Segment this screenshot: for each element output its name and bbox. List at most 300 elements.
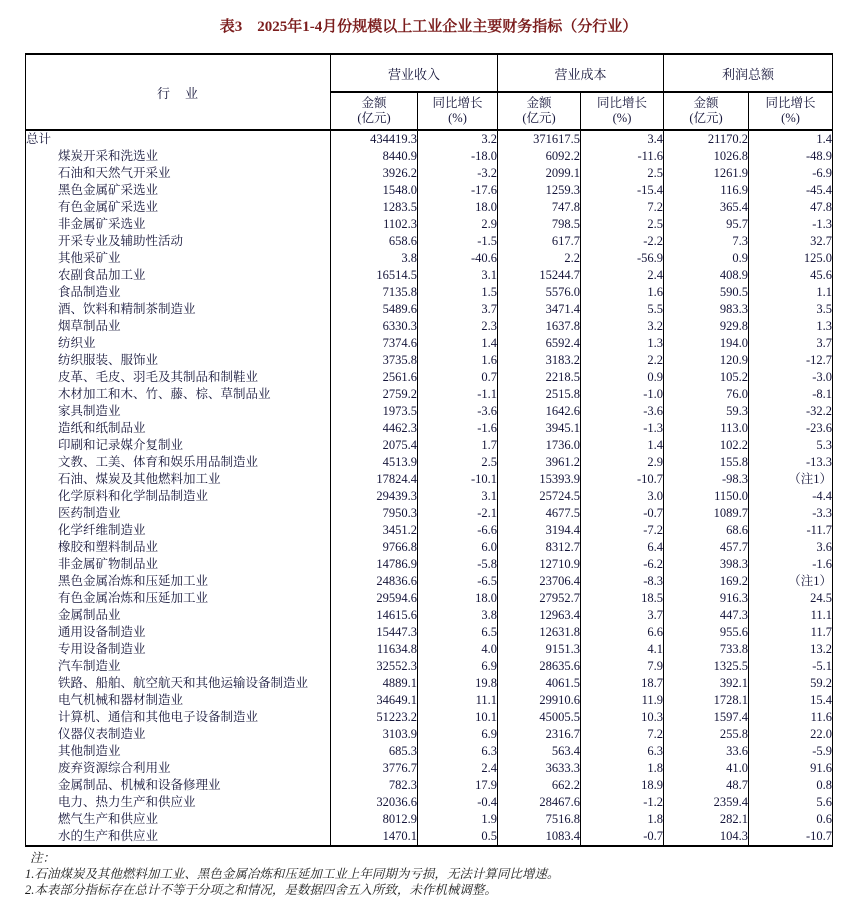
industry-name: 黑色金属矿采选业: [26, 182, 331, 199]
value-cell: 1.8: [581, 811, 664, 828]
value-cell: -1.3: [581, 420, 664, 437]
value-cell: 4889.1: [331, 675, 418, 692]
table-row: [26, 267, 833, 284]
value-cell: -6.9: [749, 165, 833, 182]
industry-name: 农副食品加工业: [26, 267, 331, 284]
value-cell: 2218.5: [498, 369, 581, 386]
value-cell: 125.0: [749, 250, 833, 267]
value-cell: 916.3: [664, 590, 749, 607]
table-row: [26, 692, 833, 709]
column-header-profit-growth: [749, 92, 833, 130]
industry-name: 总计: [26, 130, 331, 148]
value-cell: 1102.3: [331, 216, 418, 233]
value-cell: 0.8: [749, 777, 833, 794]
value-cell: 4.0: [418, 641, 498, 658]
value-cell: 1.7: [418, 437, 498, 454]
value-cell: 6592.4: [498, 335, 581, 352]
value-cell: 10.1: [418, 709, 498, 726]
value-cell: 17.9: [418, 777, 498, 794]
industry-name: 燃气生产和供应业: [26, 811, 331, 828]
value-cell: 4462.3: [331, 420, 418, 437]
value-cell: -45.4: [749, 182, 833, 199]
table-body: [26, 130, 833, 846]
value-cell: 6092.2: [498, 148, 581, 165]
value-cell: -6.6: [418, 522, 498, 539]
value-cell: 2359.4: [664, 794, 749, 811]
value-cell: -0.4: [418, 794, 498, 811]
value-cell: 3.7: [418, 301, 498, 318]
value-cell: 1026.8: [664, 148, 749, 165]
value-cell: -4.4: [749, 488, 833, 505]
value-cell: 2.5: [581, 165, 664, 182]
value-cell: 32552.3: [331, 658, 418, 675]
value-cell: 1.6: [581, 284, 664, 301]
value-cell: 2561.6: [331, 369, 418, 386]
value-cell: 15447.3: [331, 624, 418, 641]
subheader-line: (亿元): [357, 111, 391, 125]
value-cell: -3.0: [749, 369, 833, 386]
value-cell: -10.1: [418, 471, 498, 488]
value-cell: 2.4: [418, 760, 498, 777]
industry-name: 计算机、通信和其他电子设备制造业: [26, 709, 331, 726]
value-cell: -1.1: [418, 386, 498, 403]
value-cell: 1283.5: [331, 199, 418, 216]
value-cell: 11.1: [749, 607, 833, 624]
value-cell: 29594.6: [331, 590, 418, 607]
value-cell: 14615.6: [331, 607, 418, 624]
value-cell: 3735.8: [331, 352, 418, 369]
value-cell: 365.4: [664, 199, 749, 216]
value-cell: 1325.5: [664, 658, 749, 675]
value-cell: -3.6: [418, 403, 498, 420]
table-row: [26, 760, 833, 777]
value-cell: 2.4: [581, 267, 664, 284]
value-cell: 2.9: [418, 216, 498, 233]
value-cell: 28635.6: [498, 658, 581, 675]
value-cell: 9766.8: [331, 539, 418, 556]
industry-name: 铁路、船舶、航空航天和其他运输设备制造业: [26, 675, 331, 692]
value-cell: 2.2: [581, 352, 664, 369]
table-row: [26, 573, 833, 590]
value-cell: 95.7: [664, 216, 749, 233]
value-cell: 1.4: [418, 335, 498, 352]
industry-name: 金属制品、机械和设备修理业: [26, 777, 331, 794]
column-group-operating-revenue: 营业收入: [331, 54, 498, 92]
industry-name: 煤炭开采和洗选业: [26, 148, 331, 165]
table-row: [26, 369, 833, 386]
subheader-line: 金额: [526, 96, 552, 110]
value-cell: 3633.3: [498, 760, 581, 777]
table-row: [26, 624, 833, 641]
value-cell: 28467.6: [498, 794, 581, 811]
value-cell: 7374.6: [331, 335, 418, 352]
column-header-revenue-amount: [331, 92, 418, 130]
value-cell: 3.1: [418, 267, 498, 284]
value-cell: 1259.3: [498, 182, 581, 199]
value-cell: 929.8: [664, 318, 749, 335]
value-cell: -3.3: [749, 505, 833, 522]
footnote-item: 1.石油煤炭及其他燃料加工业、黑色金属冶炼和压延加工业上年同期为亏损，无法计算同比增速。: [25, 867, 560, 881]
table-row: [26, 828, 833, 846]
value-cell: 3194.4: [498, 522, 581, 539]
value-cell: -1.6: [418, 420, 498, 437]
value-cell: -0.7: [581, 828, 664, 846]
value-cell: -10.7: [581, 471, 664, 488]
value-cell: 3.7: [581, 607, 664, 624]
value-cell: -3.6: [581, 403, 664, 420]
value-cell: 6.6: [581, 624, 664, 641]
value-cell: 563.4: [498, 743, 581, 760]
subheader-line: 同比增长: [432, 96, 483, 110]
value-cell: 3.6: [749, 539, 833, 556]
table-header: [26, 54, 833, 130]
value-cell: 6.0: [418, 539, 498, 556]
value-cell: -1.6: [749, 556, 833, 573]
value-cell: 169.2: [664, 573, 749, 590]
value-cell: 24836.6: [331, 573, 418, 590]
industry-name: 非金属矿物制品业: [26, 556, 331, 573]
value-cell: 747.8: [498, 199, 581, 216]
value-cell: 12963.4: [498, 607, 581, 624]
table-row: [26, 148, 833, 165]
value-cell: 7135.8: [331, 284, 418, 301]
footnote-item: 2.本表部分指标存在总计不等于分项之和情况，是数据四舍五入所致，未作机械调整。: [25, 883, 497, 897]
value-cell: 2.5: [581, 216, 664, 233]
value-cell: 105.2: [664, 369, 749, 386]
table-row: [26, 794, 833, 811]
column-header-revenue-growth: [418, 92, 498, 130]
value-cell: -5.1: [749, 658, 833, 675]
value-cell: 2075.4: [331, 437, 418, 454]
value-cell: 1083.4: [498, 828, 581, 846]
value-cell: 7516.8: [498, 811, 581, 828]
value-cell: -3.2: [418, 165, 498, 182]
value-cell: 447.3: [664, 607, 749, 624]
subheader-line: 同比增长: [765, 96, 816, 110]
table-row: [26, 454, 833, 471]
table-row: [26, 726, 833, 743]
table-row: [26, 386, 833, 403]
value-cell: 371617.5: [498, 130, 581, 148]
industry-name: 文教、工美、体育和娱乐用品制造业: [26, 454, 331, 471]
table-row: [26, 335, 833, 352]
value-cell: 1.5: [418, 284, 498, 301]
industry-name: 汽车制造业: [26, 658, 331, 675]
subheader-line: (亿元): [522, 111, 556, 125]
value-cell: 47.8: [749, 199, 833, 216]
value-cell: 104.3: [664, 828, 749, 846]
value-cell: 25724.5: [498, 488, 581, 505]
header-group-row: [26, 54, 833, 92]
table-row: [26, 522, 833, 539]
industry-name: 木材加工和木、竹、藤、棕、草制品业: [26, 386, 331, 403]
value-cell: -8.1: [749, 386, 833, 403]
value-cell: 11.9: [581, 692, 664, 709]
value-cell: 15244.7: [498, 267, 581, 284]
value-cell: 1.1: [749, 284, 833, 301]
column-group-operating-cost: 营业成本: [498, 54, 664, 92]
value-cell: 23706.4: [498, 573, 581, 590]
value-cell: 2.9: [581, 454, 664, 471]
value-cell: 12631.8: [498, 624, 581, 641]
value-cell: 6.9: [418, 658, 498, 675]
table-row: [26, 216, 833, 233]
value-cell: 24.5: [749, 590, 833, 607]
table-row: [26, 777, 833, 794]
value-cell: 116.9: [664, 182, 749, 199]
industry-name: 纺织业: [26, 335, 331, 352]
value-cell: 19.8: [418, 675, 498, 692]
table-row: [26, 641, 833, 658]
value-cell: 0.9: [581, 369, 664, 386]
industry-name: 有色金属矿采选业: [26, 199, 331, 216]
value-cell: 155.8: [664, 454, 749, 471]
value-cell: -2.2: [581, 233, 664, 250]
value-cell: 662.2: [498, 777, 581, 794]
value-cell: 5489.6: [331, 301, 418, 318]
value-cell: 32036.6: [331, 794, 418, 811]
industry-name: 其他制造业: [26, 743, 331, 760]
table-row: [26, 165, 833, 182]
value-cell: 18.7: [581, 675, 664, 692]
column-group-total-profit: 利润总额: [664, 54, 833, 92]
value-cell: 27952.7: [498, 590, 581, 607]
table-row: [26, 709, 833, 726]
value-cell: 3.8: [331, 250, 418, 267]
value-cell: 685.3: [331, 743, 418, 760]
value-cell: 1597.4: [664, 709, 749, 726]
value-cell: 6.4: [581, 539, 664, 556]
table-row: [26, 743, 833, 760]
value-cell: 3.7: [749, 335, 833, 352]
subheader-line: (%): [612, 111, 632, 125]
value-cell: 11.7: [749, 624, 833, 641]
value-cell: -1.3: [749, 216, 833, 233]
value-cell: -7.2: [581, 522, 664, 539]
value-cell: -0.7: [581, 505, 664, 522]
value-cell: -8.3: [581, 573, 664, 590]
value-cell: 457.7: [664, 539, 749, 556]
value-cell: 2759.2: [331, 386, 418, 403]
value-cell: 1.4: [749, 130, 833, 148]
value-cell: 398.3: [664, 556, 749, 573]
value-cell: 255.8: [664, 726, 749, 743]
table-row: [26, 130, 833, 148]
value-cell: 18.0: [418, 199, 498, 216]
value-cell: 120.9: [664, 352, 749, 369]
value-cell: 1728.1: [664, 692, 749, 709]
industry-name: 化学原料和化学制品制造业: [26, 488, 331, 505]
value-cell: 76.0: [664, 386, 749, 403]
value-cell: 0.6: [749, 811, 833, 828]
industry-name: 电力、热力生产和供应业: [26, 794, 331, 811]
value-cell: 11634.8: [331, 641, 418, 658]
value-cell: 1261.9: [664, 165, 749, 182]
industry-name: 电气机械和器材制造业: [26, 692, 331, 709]
industry-name: 仪器仪表制造业: [26, 726, 331, 743]
column-header-industry: 行 业: [26, 54, 331, 130]
value-cell: 113.0: [664, 420, 749, 437]
value-cell: 5576.0: [498, 284, 581, 301]
industry-name: 金属制品业: [26, 607, 331, 624]
value-cell: 0.5: [418, 828, 498, 846]
value-cell: 3471.4: [498, 301, 581, 318]
value-cell: 3945.1: [498, 420, 581, 437]
value-cell: 1470.1: [331, 828, 418, 846]
value-cell: 45005.5: [498, 709, 581, 726]
value-cell: 1.3: [581, 335, 664, 352]
value-cell: 733.8: [664, 641, 749, 658]
value-cell: 11.6: [749, 709, 833, 726]
value-cell: 45.6: [749, 267, 833, 284]
financial-indicators-table: [25, 53, 833, 847]
value-cell: 434419.3: [331, 130, 418, 148]
value-cell: -5.9: [749, 743, 833, 760]
value-cell: 6.9: [418, 726, 498, 743]
value-cell: 782.3: [331, 777, 418, 794]
value-cell: -23.6: [749, 420, 833, 437]
value-cell: 4677.5: [498, 505, 581, 522]
value-cell: 658.6: [331, 233, 418, 250]
value-cell: -2.1: [418, 505, 498, 522]
value-cell: 7.2: [581, 199, 664, 216]
value-cell: 590.5: [664, 284, 749, 301]
value-cell: 3183.2: [498, 352, 581, 369]
value-cell: 15393.9: [498, 471, 581, 488]
value-cell: 1736.0: [498, 437, 581, 454]
industry-name: 石油、煤炭及其他燃料加工业: [26, 471, 331, 488]
value-cell: 29439.3: [331, 488, 418, 505]
industry-name: 黑色金属冶炼和压延加工业: [26, 573, 331, 590]
value-cell: 51223.2: [331, 709, 418, 726]
table-row: [26, 539, 833, 556]
value-cell: 21170.2: [664, 130, 749, 148]
value-cell: 4.1: [581, 641, 664, 658]
value-cell: 955.6: [664, 624, 749, 641]
value-cell: 8440.9: [331, 148, 418, 165]
subheader-line: (%): [781, 111, 800, 125]
table-row: [26, 505, 833, 522]
value-cell: 14786.9: [331, 556, 418, 573]
value-cell: 12710.9: [498, 556, 581, 573]
value-cell: 983.3: [664, 301, 749, 318]
industry-name: 废弃资源综合利用业: [26, 760, 331, 777]
value-cell: -1.2: [581, 794, 664, 811]
value-cell: 10.3: [581, 709, 664, 726]
page-title: 表3 2025年1-4月份规模以上工业企业主要财务指标（分行业）: [219, 19, 638, 35]
table-row: [26, 420, 833, 437]
value-cell: -98.3: [664, 471, 749, 488]
value-cell: 3.8: [418, 607, 498, 624]
table-row: [26, 301, 833, 318]
value-cell: -18.0: [418, 148, 498, 165]
table-row: [26, 488, 833, 505]
value-cell: 16514.5: [331, 267, 418, 284]
value-cell: 1.9: [418, 811, 498, 828]
industry-name: 造纸和纸制品业: [26, 420, 331, 437]
table-row: [26, 590, 833, 607]
value-cell: 3926.2: [331, 165, 418, 182]
value-cell: 22.0: [749, 726, 833, 743]
table-row: [26, 182, 833, 199]
value-cell: -11.6: [581, 148, 664, 165]
industry-name: 石油和天然气开采业: [26, 165, 331, 182]
value-cell: 102.2: [664, 437, 749, 454]
value-cell: 3776.7: [331, 760, 418, 777]
table-row: [26, 352, 833, 369]
industry-name: 酒、饮料和精制茶制造业: [26, 301, 331, 318]
value-cell: 1150.0: [664, 488, 749, 505]
value-cell: -17.6: [418, 182, 498, 199]
value-cell: 408.9: [664, 267, 749, 284]
value-cell: 3.1: [418, 488, 498, 505]
value-cell: 3.5: [749, 301, 833, 318]
value-cell: 3.2: [418, 130, 498, 148]
value-cell: -56.9: [581, 250, 664, 267]
value-cell: 1973.5: [331, 403, 418, 420]
table-row: [26, 607, 833, 624]
value-cell: 7.2: [581, 726, 664, 743]
value-cell: 392.1: [664, 675, 749, 692]
value-cell: 7.9: [581, 658, 664, 675]
value-cell: 3451.2: [331, 522, 418, 539]
value-cell: 91.6: [749, 760, 833, 777]
industry-name: 橡胶和塑料制品业: [26, 539, 331, 556]
industry-name: 医药制造业: [26, 505, 331, 522]
value-cell: （注1）: [749, 573, 833, 590]
table-row: [26, 233, 833, 250]
value-cell: -13.3: [749, 454, 833, 471]
value-cell: 1637.8: [498, 318, 581, 335]
value-cell: 5.3: [749, 437, 833, 454]
industry-name: 开采专业及辅助性活动: [26, 233, 331, 250]
value-cell: 48.7: [664, 777, 749, 794]
table-row: [26, 556, 833, 573]
value-cell: -15.4: [581, 182, 664, 199]
industry-name: 有色金属冶炼和压延加工业: [26, 590, 331, 607]
value-cell: 15.4: [749, 692, 833, 709]
value-cell: -1.0: [581, 386, 664, 403]
value-cell: 3103.9: [331, 726, 418, 743]
value-cell: 0.9: [664, 250, 749, 267]
value-cell: 59.3: [664, 403, 749, 420]
subheader-line: 金额: [361, 96, 387, 110]
value-cell: 11.1: [418, 692, 498, 709]
industry-name: 纺织服装、服饰业: [26, 352, 331, 369]
value-cell: 2.5: [418, 454, 498, 471]
value-cell: -48.9: [749, 148, 833, 165]
table-row: [26, 437, 833, 454]
column-header-profit-amount: [664, 92, 749, 130]
subheader-line: (%): [448, 111, 467, 125]
footnotes: [25, 850, 857, 898]
industry-name: 非金属矿采选业: [26, 216, 331, 233]
value-cell: 34649.1: [331, 692, 418, 709]
value-cell: 32.7: [749, 233, 833, 250]
value-cell: 4513.9: [331, 454, 418, 471]
value-cell: 9151.3: [498, 641, 581, 658]
value-cell: 3.4: [581, 130, 664, 148]
value-cell: 33.6: [664, 743, 749, 760]
value-cell: 1.3: [749, 318, 833, 335]
value-cell: 8012.9: [331, 811, 418, 828]
industry-name: 烟草制品业: [26, 318, 331, 335]
table-row: [26, 403, 833, 420]
value-cell: -6.2: [581, 556, 664, 573]
value-cell: 6.3: [418, 743, 498, 760]
value-cell: 18.9: [581, 777, 664, 794]
value-cell: 1089.7: [664, 505, 749, 522]
